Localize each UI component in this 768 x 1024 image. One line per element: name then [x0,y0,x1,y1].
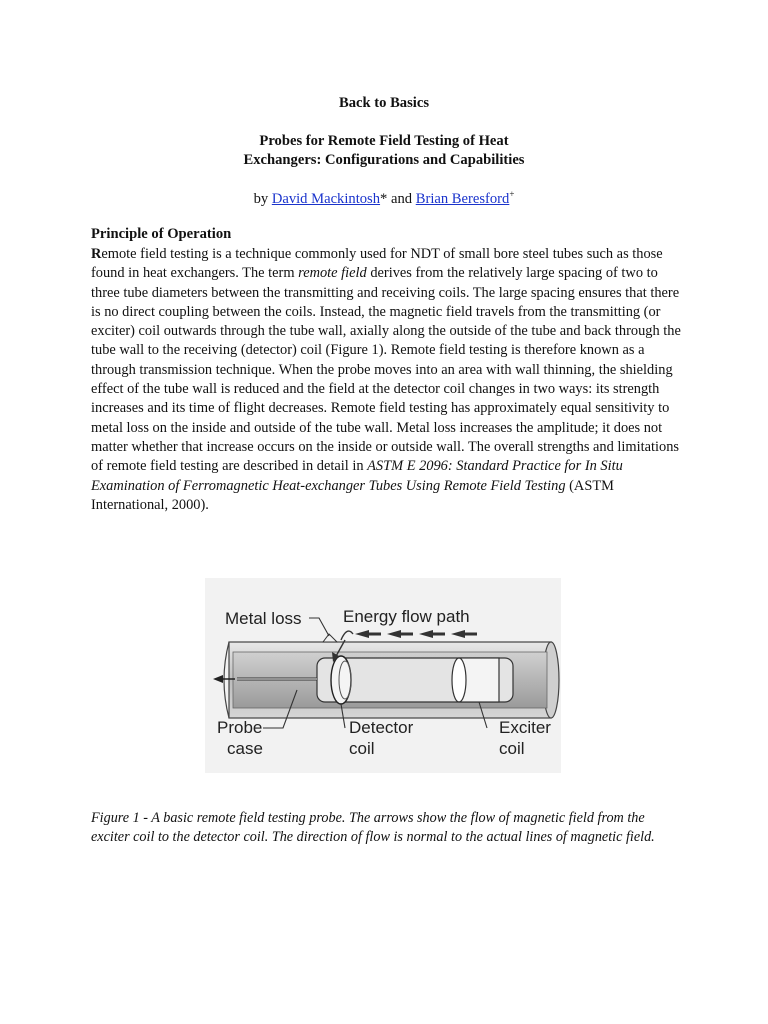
label-probe-line-1: Probe [217,718,263,737]
author2-mark: + [509,189,515,199]
byline-joiner: and [387,190,416,207]
flow-arrow-shaft [433,633,445,636]
drop-letter: R [91,246,102,262]
term-remote-field: remote field [298,265,367,282]
label-exciter-line-1: Exciter [499,718,551,737]
author1-mark: * [380,190,388,207]
label-energy-flow: Energy flow path [343,607,470,626]
label-exciter-line-2: coil [499,739,525,758]
article-title-line-1: Probes for Remote Field Testing of Heat [259,133,509,149]
author-link-david-mackintosh[interactable]: David Mackintosh [271,190,381,207]
figure-1 [205,578,561,773]
kicker-heading: Back to Basics [339,95,429,111]
label-detector-line-2: coil [349,739,375,758]
flow-arrow-shaft [401,633,413,636]
body-text-part-1: emote field testing is a technique commonly used for NDT of small bore steel tubes such as those found in heat exchangers. The term [91,246,663,282]
article-title-line-2: Exchangers: Configurations and Capabilities [243,152,525,168]
byline-prefix: by [253,190,272,207]
body-paragraph [91,245,681,515]
author-link-brian-beresford[interactable]: Brian Beresford [415,190,510,207]
section-heading: Principle of Operation [91,226,232,242]
body-text-part-3: (ASTM International, 2000). [91,477,614,513]
label-detector-line-1: Detector [349,718,414,737]
figure-caption: Figure 1 - A basic remote field testing probe. The arrows show the flow of magnetic field from the exciter coil to the detector coil. The direction of flow is normal to the actual lines of magnetic field. [91,810,655,846]
flow-arrow-shaft [369,633,381,636]
exciter-coil-face [452,658,466,702]
body-text-part-2: derives from the relatively large spacing of two to three tube diameters between the transmitting and receiving coils. The large spacing ensures that there is no direct coupling between the coils. Instead, the magnetic field travels from the transmitting (or exciter) coil outwards through the tube wall, axially along the outside of the tube and back through the tube wall to the receiving (detector) coil (Figure 1). Remote field testing is therefore known as a through transmission technique. When the probe moves into an area with wall thinning, the shielding effect of the tube wall is reduced and the field at the detector coil changes in two ways: its strength increases and its time of flight decreases. Remote field testing has approximately equal sensitivity to metal loss on the inside and outside of the tube wall. Metal loss increases the amplitude; it does not matter whether that increase occurs on the inside or outside wall. The overall strengths and limitations of remote field testing are described in detail in [91,265,681,475]
label-metal-loss: Metal loss [225,609,302,628]
flow-arrow-shaft [465,633,477,636]
label-probe-line-2: case [227,739,263,758]
probe-diagram [205,578,561,773]
astm-reference: ASTM E 2096: Standard Practice for In Situ Examination of Ferromagnetic Heat-exchanger Tubes Using Remote Field Testing [91,458,623,494]
byline [0,189,768,208]
